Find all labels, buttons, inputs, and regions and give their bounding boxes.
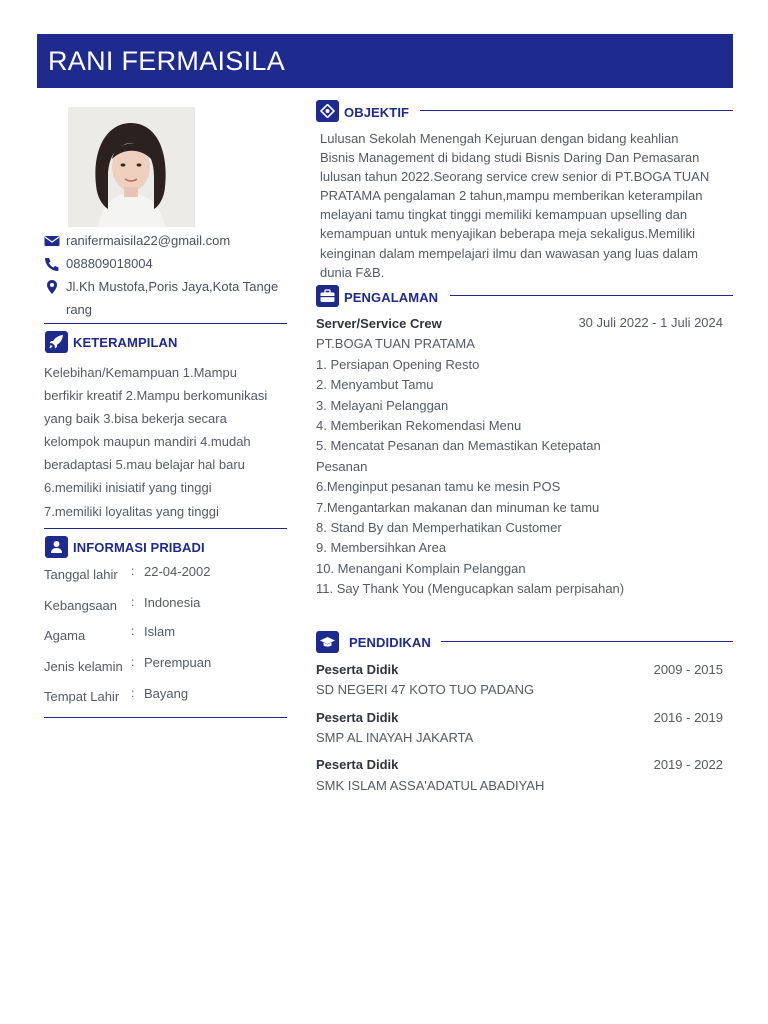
- skills-line: beradaptasi 5.mau belajar hal baru: [44, 457, 245, 473]
- info-value-gender: Perempuan: [144, 655, 212, 670]
- job-duty: 6.Menginput pesanan tamu ke mesin POS: [316, 479, 561, 494]
- objective-line: PRATAMA pengalaman 2 tahun,mampu memberikan keterampilan: [320, 188, 703, 204]
- education-title-rule: [441, 641, 733, 642]
- objective-line: Lulusan Sekolah Menengah Kejuruan dengan bidang keahlian: [320, 131, 679, 146]
- edu-period: 2016 - 2019: [653, 710, 723, 725]
- edu-role: Peserta Didik: [316, 757, 399, 772]
- info-label-birthdate: Tanggal lahir: [44, 567, 118, 582]
- info-value-birthplace: Bayang: [144, 686, 189, 701]
- objective-line: keinginan dalam mempelajari ilmu dan wawasan yang luas dalam: [320, 245, 698, 261]
- info-colon: :: [131, 595, 135, 609]
- job-duty: 4. Memberikan Rekomendasi Menu: [316, 418, 522, 433]
- skills-line: 6.memiliki inisiatif yang tinggi: [44, 480, 212, 496]
- edu-role: Peserta Didik: [316, 710, 399, 725]
- job-duty: 1. Persiapan Opening Resto: [316, 357, 480, 372]
- envelope-icon: [44, 234, 60, 248]
- experience-title: PENGALAMAN: [344, 290, 439, 305]
- info-value-nationality: Indonesia: [144, 595, 201, 610]
- education-title: PENDIDIKAN: [349, 635, 431, 650]
- address-line-1: Jl.Kh Mustofa,Poris Jaya,Kota Tange: [66, 279, 279, 294]
- objective-title: OBJEKTIF: [344, 105, 410, 120]
- info-label-gender: Jenis kelamin: [44, 659, 123, 674]
- job-duty: 3. Melayani Pelanggan: [316, 398, 449, 413]
- job-company: PT.BOGA TUAN PRATAMA: [316, 336, 475, 351]
- edu-school: SMP AL INAYAH JAKARTA: [316, 730, 474, 745]
- info-colon: :: [131, 564, 135, 578]
- job-period: 30 Juli 2022 - 1 Juli 2024: [578, 315, 723, 330]
- edu-period: 2019 - 2022: [653, 757, 723, 772]
- info-label-nationality: Kebangsaan: [44, 598, 118, 613]
- skills-line: yang baik 3.bisa bekerja secara: [44, 411, 227, 427]
- address-line-2: rang: [66, 302, 93, 317]
- phone-text: 088809018004: [66, 256, 153, 271]
- job-duty: Pesanan: [316, 459, 368, 474]
- rocket-icon: [45, 331, 68, 353]
- job-duty: 7.Mengantarkan makanan dan minuman ke tamu: [316, 500, 600, 515]
- email-text: ranifermaisila22@gmail.com: [66, 233, 231, 248]
- briefcase-icon: [316, 285, 339, 307]
- objective-line: lulusan tahun 2022.Seorang service crew senior di PT.BOGA TUAN: [320, 169, 710, 185]
- skills-line: kelompok maupun mandiri 4.mudah: [44, 434, 251, 450]
- edu-school: SD NEGERI 47 KOTO TUO PADANG: [316, 682, 535, 697]
- profile-photo-illustration: [68, 107, 195, 227]
- info-colon: :: [131, 686, 135, 700]
- objective-line: dunia F&B.: [320, 264, 385, 280]
- map-pin-icon: [44, 280, 60, 294]
- skills-line: berfikir kreatif 2.Mampu berkomunikasi: [44, 388, 268, 404]
- skills-title: KETERAMPILAN: [73, 335, 178, 350]
- info-value-birthdate: 22-04-2002: [144, 564, 211, 579]
- job-duty: 2. Menyambut Tamu: [316, 377, 434, 392]
- job-duty: 8. Stand By dan Memperhatikan Customer: [316, 520, 562, 535]
- experience-title-rule: [450, 295, 733, 296]
- edu-period: 2009 - 2015: [653, 662, 723, 677]
- info-value-religion: Islam: [144, 624, 176, 639]
- skills-divider: [44, 528, 287, 529]
- edu-role: Peserta Didik: [316, 662, 399, 677]
- objective-line: melayani tamu tingkat tinggi memiliki kemampuan upselling dan: [320, 207, 688, 223]
- target-icon: [316, 100, 339, 122]
- info-colon: :: [131, 655, 135, 669]
- job-duty: 5. Mencatat Pesanan dan Memastikan Ketepatan: [316, 438, 601, 453]
- graduation-cap-icon: [316, 631, 339, 653]
- info-label-religion: Agama: [44, 628, 86, 643]
- objective-text: [320, 129, 709, 282]
- skills-line: Kelebihan/Kemampuan 1.Mampu: [44, 365, 237, 380]
- objective-line: kemampuan untuk menyajikan beberapa meja sekaligus.Memiliki: [320, 226, 696, 242]
- candidate-name: RANI FERMAISILA: [48, 46, 286, 76]
- job-duty: 11. Say Thank You (Mengucapkan salam perpisahan): [316, 581, 625, 596]
- objective-title-rule: [420, 110, 733, 111]
- profile-photo: [68, 107, 195, 227]
- objective-line: Bisnis Management di bidang studi Bisnis Daring Dan Pemasaran: [320, 150, 700, 166]
- contact-divider: [44, 323, 287, 324]
- header-banner: [37, 34, 733, 88]
- job-duty: 9. Membersihkan Area: [316, 540, 447, 555]
- skills-line: 7.memiliki loyalitas yang tinggi: [44, 503, 219, 519]
- job-position: Server/Service Crew: [316, 316, 442, 331]
- info-colon: :: [131, 624, 135, 638]
- job-duty: 10. Menangani Komplain Pelanggan: [316, 561, 526, 576]
- phone-icon: [44, 257, 60, 271]
- person-icon: [45, 536, 68, 558]
- skills-text: [44, 361, 267, 523]
- edu-school: SMK ISLAM ASSA'ADATUL ABADIYAH: [316, 778, 545, 793]
- personal-divider: [44, 717, 287, 718]
- personal-title: INFORMASI PRIBADI: [73, 540, 205, 555]
- info-label-birthplace: Tempat Lahir: [44, 689, 120, 704]
